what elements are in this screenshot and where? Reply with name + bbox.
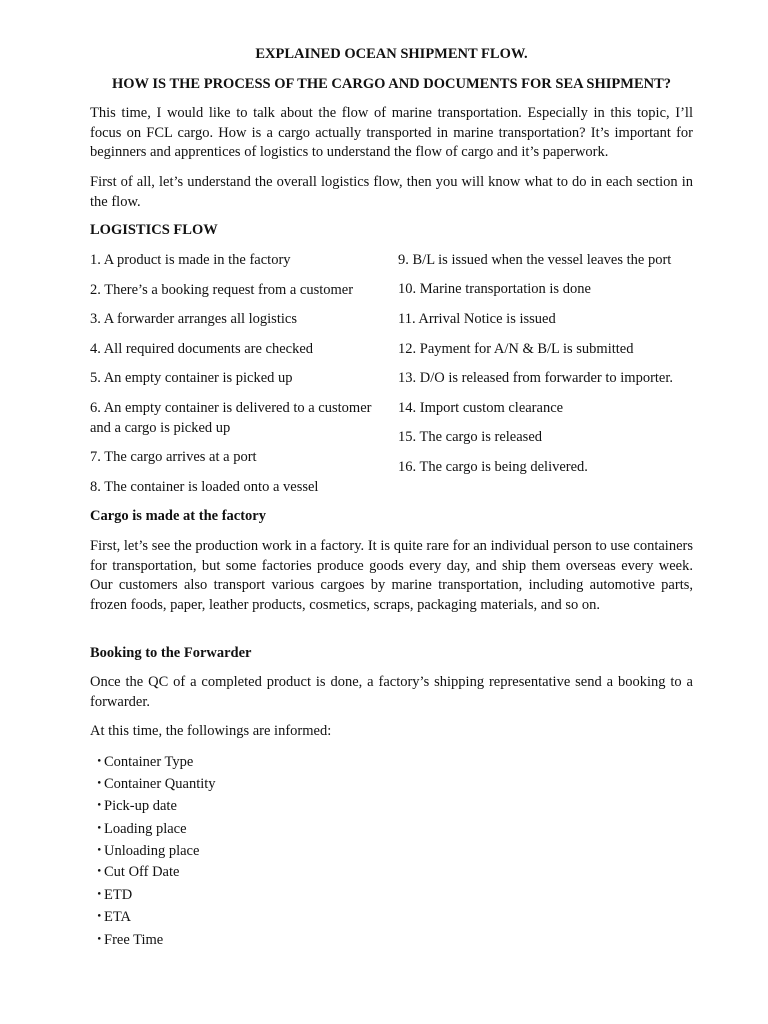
list-item <box>92 886 132 906</box>
list-item: 5. An empty container is picked up <box>90 370 293 386</box>
list-item: 14. Import custom clearance <box>398 400 564 416</box>
list-item: 12. Payment for A/N & B/L is submitted <box>398 341 634 357</box>
booking-lead-text: At this time, the followings are informed: <box>90 723 332 739</box>
bullet-dot: ・ <box>92 887 107 903</box>
list-item: 1. A product is made in the factory <box>90 252 291 268</box>
list-item-label: Loading place <box>104 821 187 837</box>
document-subtitle: HOW IS THE PROCESS OF THE CARGO AND DOCUMENTS FOR SEA SHIPMENT? <box>111 76 672 92</box>
list-item <box>92 775 216 795</box>
list-item-label: Free Time <box>104 932 164 948</box>
list-item-label: Unloading place <box>104 843 200 859</box>
list-item: 2. There’s a booking request from a customer <box>90 282 354 298</box>
list-item: 16. The cargo is being delivered. <box>398 459 588 475</box>
list-item: 15. The cargo is released <box>398 429 543 445</box>
section-heading-factory: Cargo is made at the factory <box>90 508 266 524</box>
list-item <box>92 908 131 928</box>
list-item <box>92 820 187 840</box>
bullet-dot: ・ <box>92 754 107 770</box>
list-item <box>92 753 193 773</box>
bullet-dot: ・ <box>92 821 107 837</box>
bullet-dot: ・ <box>92 776 107 792</box>
list-item <box>92 863 179 883</box>
list-item: 13. D/O is released from forwarder to importer. <box>398 370 674 386</box>
list-item: 3. A forwarder arranges all logistics <box>90 311 297 327</box>
list-item <box>92 842 199 862</box>
section-paragraph-booking: Once the QC of a completed product is done, a factory’s shipping representative send a booking to a forwarder. <box>90 674 693 710</box>
list-item-label: Container Type <box>104 754 194 770</box>
list-item: 7. The cargo arrives at a port <box>90 449 257 465</box>
list-item-label: Container Quantity <box>104 776 216 792</box>
list-item-label: ETD <box>104 887 133 903</box>
logistics-flow-heading: LOGISTICS FLOW <box>90 222 218 238</box>
list-item <box>92 797 177 817</box>
bullet-dot: ・ <box>92 843 107 859</box>
intro-paragraph: This time, I would like to talk about the flow of marine transportation. Especially in this topic, I’ll focus on FCL cargo. How is a cargo actually transported in marine transportation? It’s important for beginners and apprentices of logistics to understand the flow of cargo and it’s paperwork. <box>90 105 693 160</box>
list-item-label: ETA <box>104 909 132 925</box>
bullet-dot: ・ <box>92 864 107 880</box>
list-item: 10. Marine transportation is done <box>398 281 591 297</box>
bullet-dot: ・ <box>92 909 107 925</box>
list-item: 8. The container is loaded onto a vessel <box>90 479 319 495</box>
list-item-label: Cut Off Date <box>104 864 180 880</box>
list-item: 6. An empty container is delivered to a customer and a cargo is picked up <box>90 400 372 436</box>
bullet-dot: ・ <box>92 798 107 814</box>
list-item: 4. All required documents are checked <box>90 341 314 357</box>
intro-paragraph-2: First of all, let’s understand the overall logistics flow, then you will know what to do in each section in the flow. <box>90 174 693 210</box>
document-title: EXPLAINED OCEAN SHIPMENT FLOW. <box>255 46 528 62</box>
list-item: 9. B/L is issued when the vessel leaves the port <box>398 252 672 268</box>
section-heading-booking: Booking to the Forwarder <box>90 645 252 661</box>
list-item: 11. Arrival Notice is issued <box>398 311 556 327</box>
list-item-label: Pick-up date <box>104 798 177 814</box>
section-paragraph-factory: First, let’s see the production work in a factory. It is quite rare for an individual person to use containers for transportation, but some factories produce goods every day, and ship them overseas every week. Our customers also transport various cargoes by marine transportation, including automotive parts, frozen foods, paper, leather products, cosmetics, scraps, packaging materials, and so on. <box>90 538 693 613</box>
list-item <box>92 931 163 951</box>
bullet-dot: ・ <box>92 932 107 948</box>
